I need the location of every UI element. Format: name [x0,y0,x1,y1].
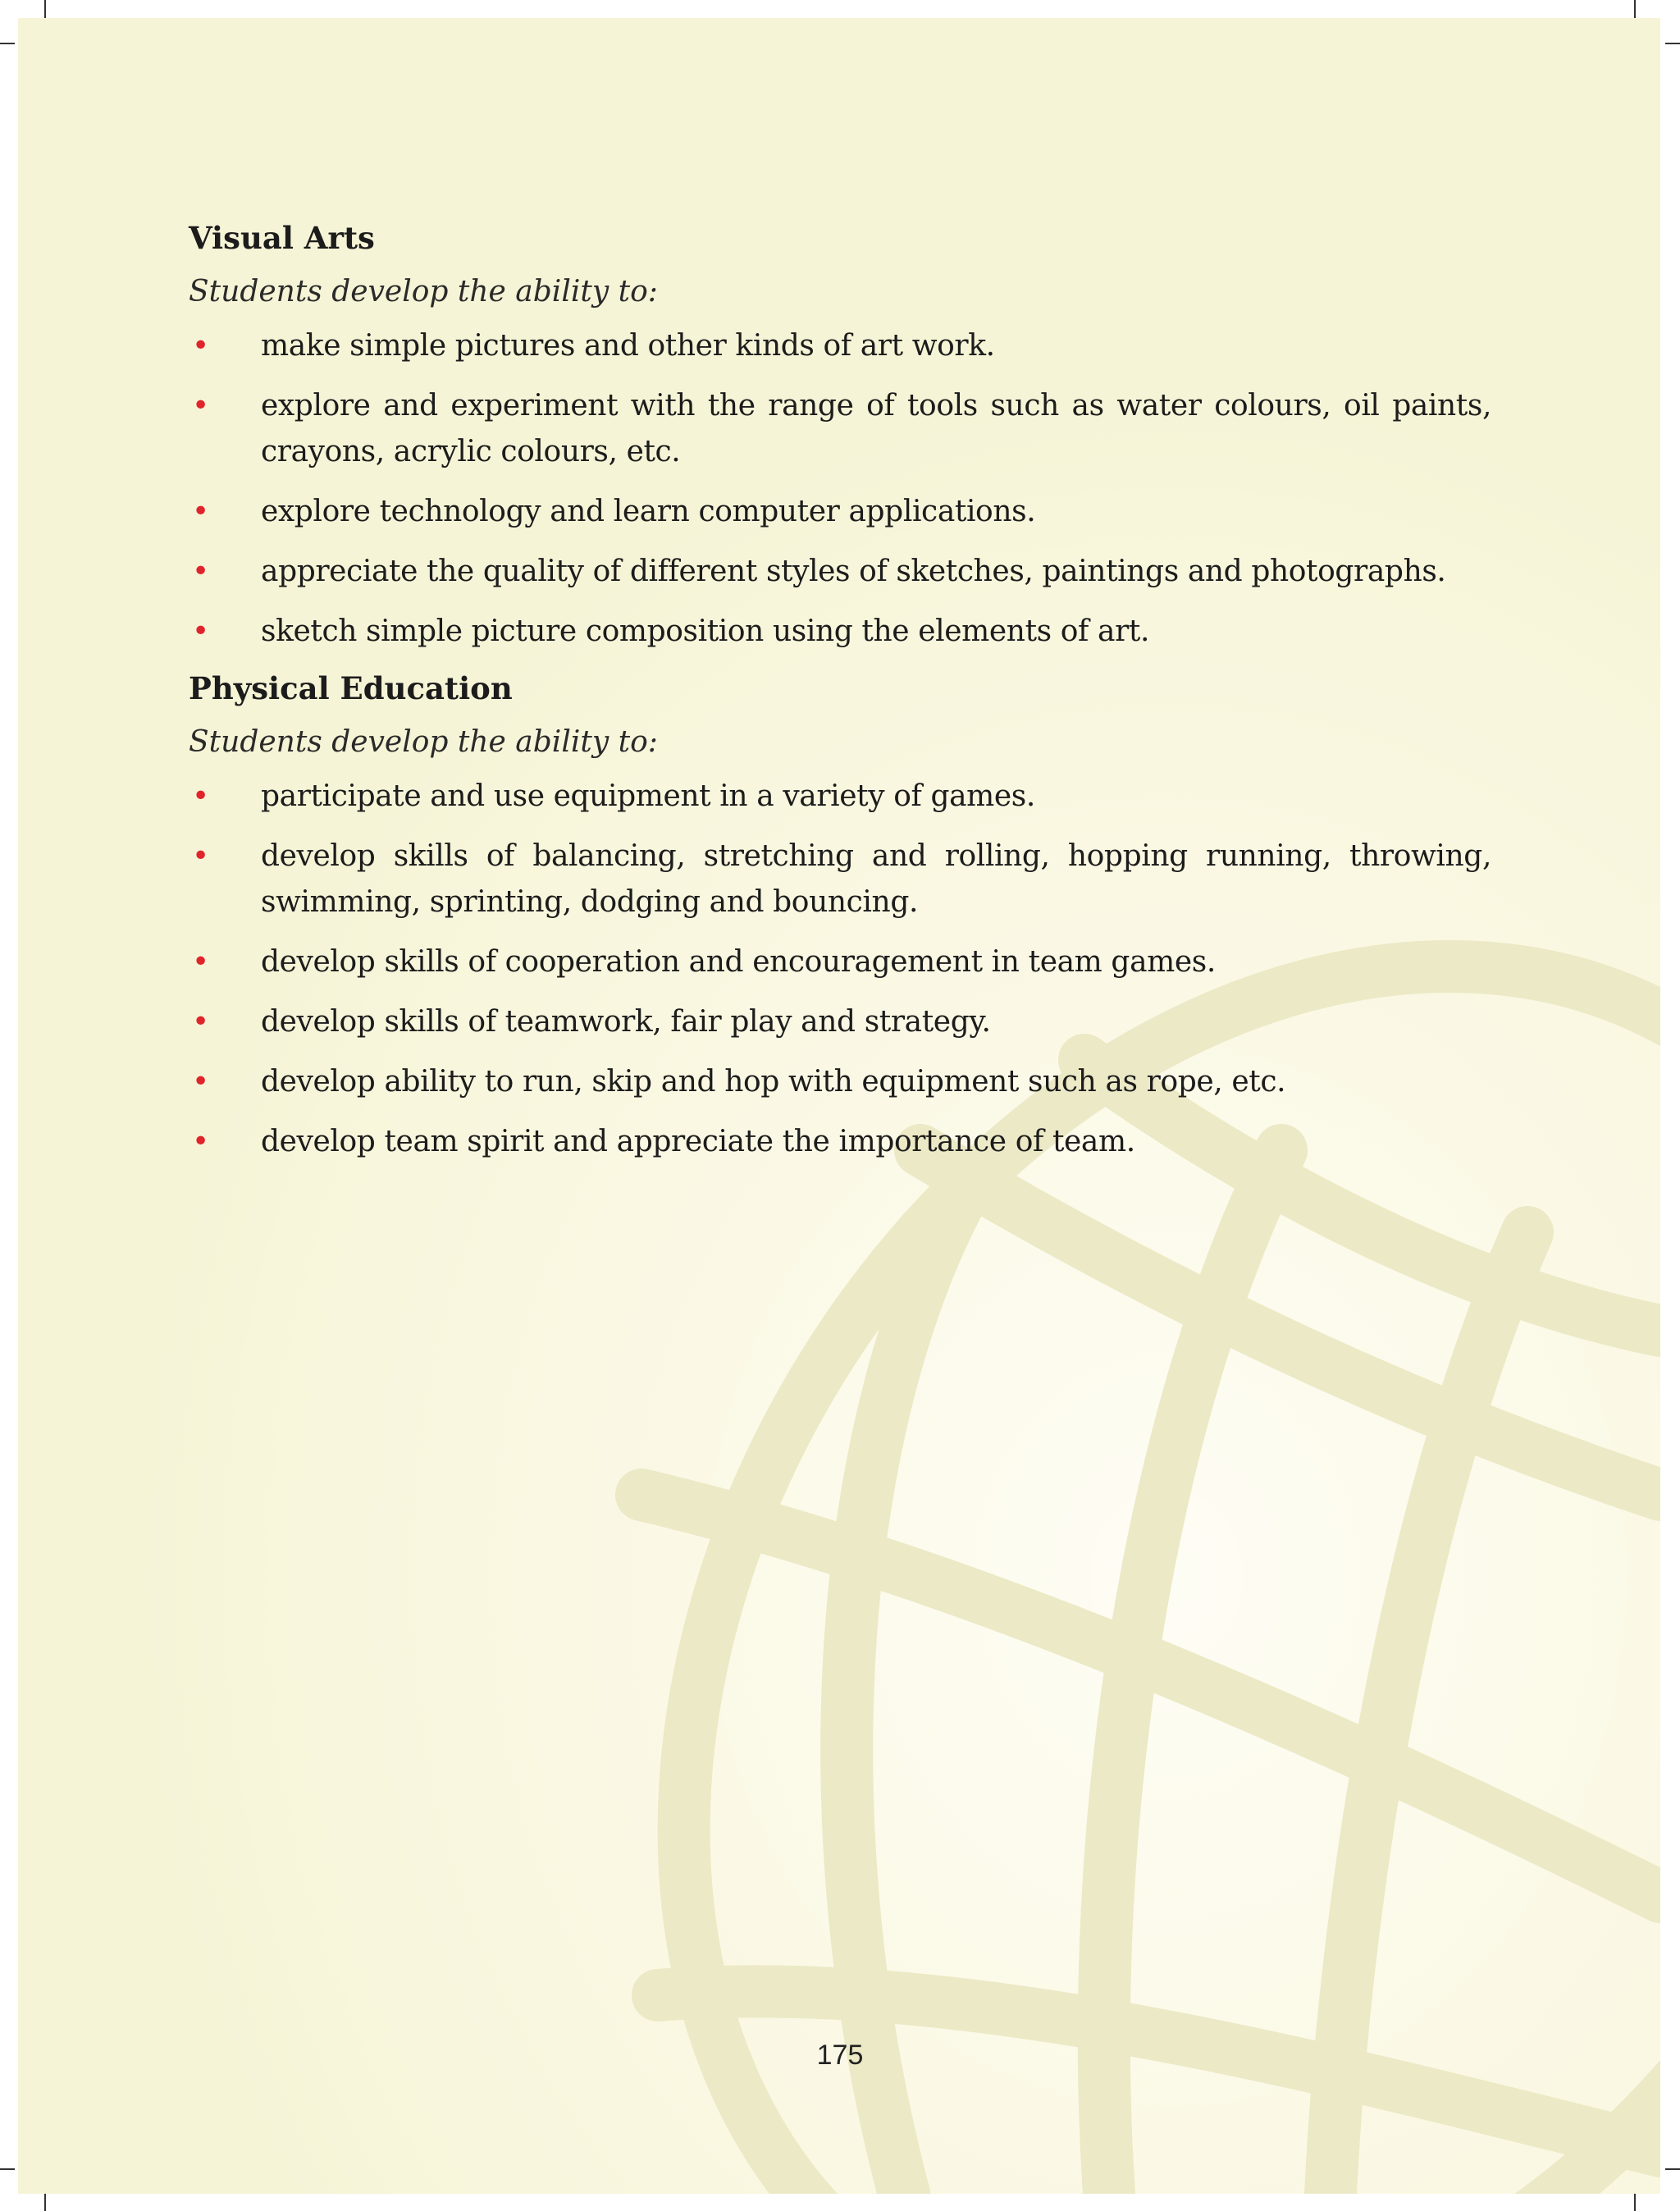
list-item [189,609,1491,655]
bullet-icon: • [192,1005,209,1039]
list-item-text: participate and use equipment in a variety of games. [261,779,1035,813]
list-item [189,383,1491,475]
list-item [189,489,1491,535]
crop-mark-top-right-h [1665,43,1680,44]
bullet-icon: • [192,495,209,528]
section-lead: Students develop the ability to: [189,275,658,308]
bullet-icon: • [192,555,209,588]
section-physical-education [189,665,1491,1165]
bullet-list [189,323,1491,655]
list-item [189,1119,1491,1165]
list-item [189,774,1491,820]
section-heading: Physical Education [189,670,513,706]
list-item-text: explore technology and learn computer applications. [261,495,1036,528]
list-item-text: make simple pictures and other kinds of art work. [261,329,995,363]
list-item-text: develop ability to run, skip and hop with equipment such as rope, etc. [261,1065,1286,1099]
list-item [189,999,1491,1045]
list-item [189,939,1491,985]
crop-mark-bottom-right-h [1665,2168,1680,2170]
bullet-icon: • [192,839,209,873]
list-item [189,1059,1491,1105]
list-item-text: develop skills of cooperation and encouragement in team games. [261,945,1216,979]
list-item-text: sketch simple picture composition using the elements of art. [261,614,1149,648]
crop-mark-top-left-h [0,43,15,44]
bullet-icon: • [192,389,209,423]
document-body [189,215,1491,1179]
page-number: 175 [816,2040,864,2071]
list-item-text: develop skills of teamwork, fair play and strategy. [261,1005,991,1039]
section-visual-arts [189,215,1491,655]
list-item-text: explore and experiment with the range of tools such as water colours, oil paints, crayons, acrylic colours, etc. [261,389,1491,468]
bullet-icon: • [192,779,209,813]
bullet-list [189,774,1491,1165]
list-item-text: develop skills of balancing, stretching and rolling, hopping running, throwing, swimming, sprinting, dodging and bouncing. [261,839,1491,919]
list-item [189,549,1491,595]
list-item [189,834,1491,925]
list-item [189,323,1491,369]
bullet-icon: • [192,945,209,979]
list-item-text: develop team spirit and appreciate the importance of team. [261,1125,1135,1158]
bullet-icon: • [192,614,209,648]
crop-mark-bottom-left-h [0,2168,15,2170]
section-heading: Visual Arts [189,220,375,256]
section-lead: Students develop the ability to: [189,725,658,759]
bullet-icon: • [192,1065,209,1099]
bullet-icon: • [192,1125,209,1158]
bullet-icon: • [192,329,209,363]
list-item-text: appreciate the quality of different styles of sketches, paintings and photographs. [261,555,1446,588]
